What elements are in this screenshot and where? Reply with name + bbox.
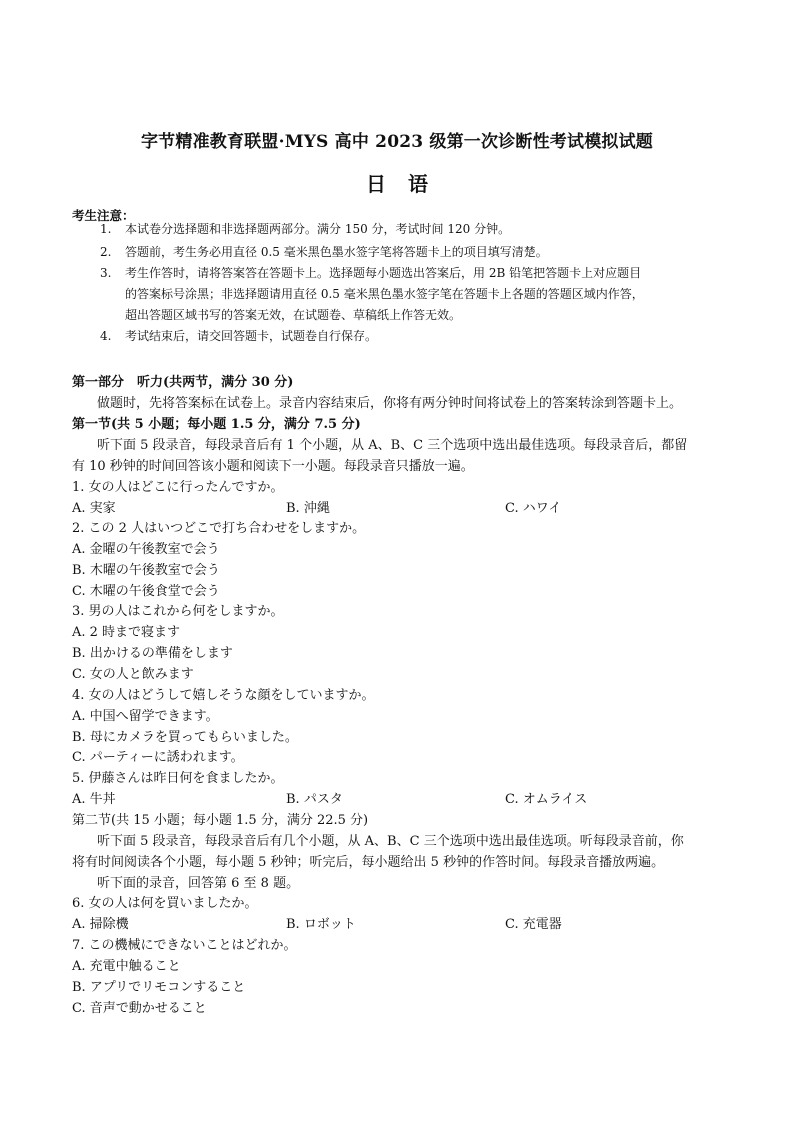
option-a: A. 牛丼 [72,792,116,807]
notice-number: 2. [100,245,112,259]
exam-title: 字节精准教育联盟·MYS 高中 2023 级第一次诊断性考试模拟试题 [140,132,654,152]
notice-number: 3. [100,266,112,280]
section1-heading: 第一节(共 5 小题；每小题 1.5 分，满分 7.5 分) [72,417,361,432]
section2-heading: 第二节(共 15 小题；每小题 1.5 分，满分 22.5 分) [72,813,369,828]
question-stem: 6. 女の人は何を買いましたか。 [72,896,258,911]
section2-intro: 听下面 5 段录音，每段录音后有几个小题，从 A、B、C 三个选项中选出最佳选项。听每段录音前，你 [97,834,684,849]
subject-title: 日语 [366,172,450,196]
option-a: A. 実家 [72,501,116,516]
notice-number: 4. [100,329,112,343]
option-a: A. 2 時まで寝ます [72,625,181,640]
option-b: B. パスタ [286,792,343,807]
option-a: A. 掃除機 [72,917,129,932]
section2-intro-continued: 将有时间阅读各个小题，每小题 5 秒钟；听完后，每小题给出 5 秒钟的作答时间。每段录音播放两遍。 [72,855,665,870]
option-c: C. 木曜の午後食堂で会う [72,584,220,599]
question-stem: 4. 女の人はどうして嬉しそうな顔をしていますか。 [72,688,375,703]
option-b: B. 木曜の午後教室で会う [72,563,220,578]
notice-heading: 考生注意： [72,208,135,223]
part1-heading: 第一部分 听力(共两节，满分 30 分) [72,375,294,390]
notice-text: 考试结束后，请交回答题卡，试题卷自行保存。 [125,329,378,343]
option-a: A. 金曜の午後教室で会う [72,542,220,557]
notice-text: 的答案标号涂黑；非选择题请用直径 0.5 毫米黑色墨水签字笔在答题卡上各题的答题区域内作答， [125,287,644,301]
option-b: B. ロボット [286,917,356,932]
option-a: A. 充電中触ること [72,959,181,974]
question-stem: 1. 女の人はどこに行ったんですか。 [72,480,284,495]
section1-intro: 听下面 5 段录音，每段录音后有 1 个小题，从 A、B、C 三个选项中选出最佳选项。每段录音后，都留 [97,438,688,453]
option-c: C. パーティーに誘われます。 [72,750,244,765]
question-stem: 3. 男の人はこれから何をしますか。 [72,604,284,619]
part1-intro: 做题时，先将答案标在试卷上。录音内容结束后，你将有两分钟时间将试卷上的答案转涂到答题卡上。 [97,396,683,411]
option-c: C. 充電器 [505,917,562,932]
notice-text: 答题前，考生务必用直径 0.5 毫米黑色墨水签字笔将答题卡上的项目填写清楚。 [125,245,548,259]
option-b: B. 出かけるの準備をします [72,646,233,661]
notice-text: 超出答题区域书写的答案无效，在试题卷、草稿纸上作答无效。 [125,308,462,322]
notice-text: 考生作答时，请将答案答在答题卡上。选择题每小题选出答案后，用 2B 铅笔把答题卡上对应题目 [125,266,642,280]
option-c: C. 女の人と飲みます [72,667,194,682]
question-stem: 5. 伊藤さんは昨日何を食ましたか。 [72,771,284,786]
section2-subintro: 听下面的录音，回答第 6 至 8 题。 [97,876,300,891]
option-b: B. アプリでリモコンすること [72,980,246,995]
notice-number: 1. [100,222,112,236]
option-b: B. 沖縄 [286,501,330,516]
notice-text: 本试卷分选择题和非选择题两部分。满分 150 分，考试时间 120 分钟。 [125,222,511,236]
option-c: C. オムライス [505,792,588,807]
option-c: C. 音声で動かせること [72,1001,207,1016]
option-c: C. ハワイ [505,501,562,516]
question-stem: 2. この 2 人はいつどこで打ち合わせをしますか。 [72,521,366,536]
question-stem: 7. この機械にできないことはどれか。 [72,938,297,953]
option-a: A. 中国へ留学できます。 [72,709,219,724]
section1-intro-continued: 有 10 秒钟的时间回答该小题和阅读下一小题。每段录音只播放一遍。 [72,459,474,474]
option-b: B. 母にカメラを買ってもらいました。 [72,730,298,745]
